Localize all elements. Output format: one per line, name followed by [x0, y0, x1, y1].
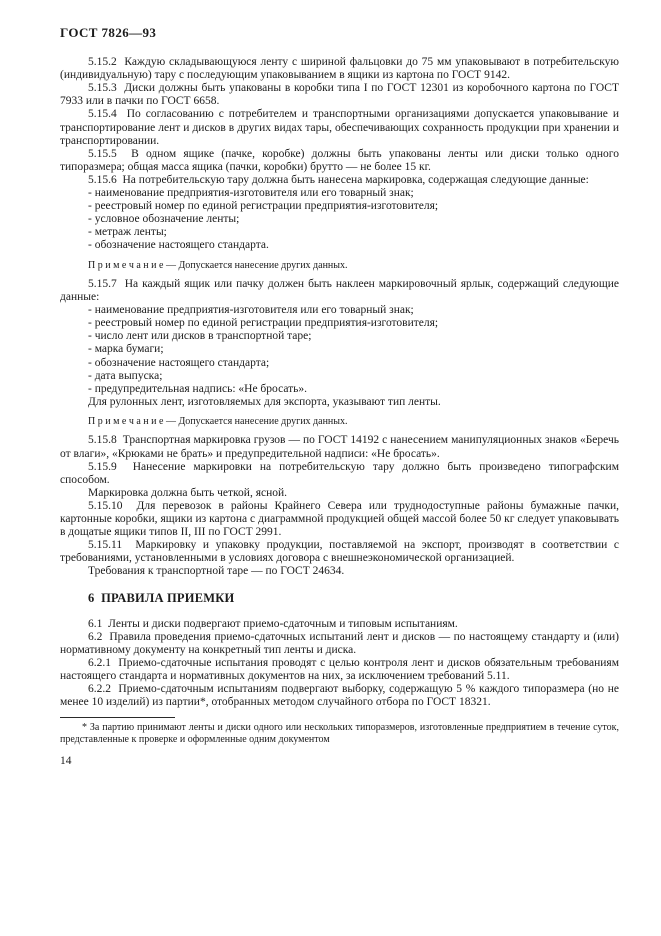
paragraph: 5.15.10 Для перевозок в районы Крайнего Севера или труднодоступные районы бумажные пачки, картонные коробки, ящики из картона с диаграммной продукцией общей массой более 50 кг следует упаковывать в дощатые ящики типов II, III по ГОСТ 2991. [60, 499, 619, 539]
footnote-text: * За партию принимают ленты и диски одного или нескольких типоразмеров, изготовленные предприятием в течение суток, представленные к проверке и оформленные одним документом [60, 722, 619, 746]
list-item: - наименование предприятия-изготовителя или его товарный знак; [88, 304, 414, 317]
paragraph: 5.15.7 На каждый ящик или пачку должен быть наклеен маркировочный ярлык, содержащий следующие данные: [60, 278, 619, 304]
paragraph: 5.15.9 Нанесение маркировки на потребительскую тару должно быть произведено типографским способом. [60, 460, 619, 486]
paragraph: 5.15.11 Маркировку и упаковку продукции, поставляемой на экспорт, производят в соответствии с требованиями, установленными в условиях договора с внешнеэкономической организацией. [60, 539, 619, 565]
note: П р и м е ч а н и е — Допускается нанесение других данных. [88, 259, 348, 271]
paragraph: 5.15.6 На потребительскую тару должна быть нанесена маркировка, содержащая следующие данные: [88, 173, 589, 186]
list-item: - обозначение настоящего стандарта; [88, 356, 270, 369]
paragraph: 5.15.4 По согласованию с потребителем и транспортными организациями допускается упаковывание и транспортирование лент и дисков в других видах тары, обеспечивающих сохранность продукции при хранении и транспортировании. [60, 108, 619, 147]
list-item: - предупредительная надпись: «Не бросать». [88, 382, 308, 395]
list-item: - метраж ленты; [88, 226, 167, 239]
footnote-divider [60, 717, 175, 718]
paragraph: 5.15.3 Диски должны быть упакованы в коробки типа I по ГОСТ 12301 из коробочного картона по ГОСТ 7933 или в пачки по ГОСТ 6658. [60, 82, 619, 108]
list-item: - дата выпуска; [88, 369, 163, 382]
paragraph: 6.1 Ленты и диски подвергают приемо-сдаточным и типовым испытаниям. [88, 617, 458, 630]
list-item: - условное обозначение ленты; [88, 213, 240, 226]
paragraph: 5.15.8 Транспортная маркировка грузов — по ГОСТ 14192 с нанесением манипуляционных знаков «Беречь от влаги», «Крюками не брать» и предупредительной надписи: «Не бросать». [60, 434, 619, 460]
paragraph: 6.2.1 Приемо-сдаточные испытания проводят с целью контроля лент и дисков обязательным требованиям настоящего стандарта и нормативных документов на них, за исключением требований 5.11. [60, 656, 619, 682]
list-item: - обозначение настоящего стандарта. [88, 239, 269, 252]
paragraph: 6.2.2 Приемо-сдаточным испытаниям подвергают выборку, содержащую 5 % каждого типоразмера (но не менее 10 изделий) из партии*, отобранных методом случайного отбора по ГОСТ 18321. [60, 683, 619, 709]
list-item: - реестровый номер по единой регистрации предприятия-изготовителя; [88, 317, 439, 330]
standard-number-header: ГОСТ 7826—93 [60, 25, 157, 40]
list-item: - число лент или дисков в транспортной таре; [88, 330, 312, 343]
paragraph: Маркировка должна быть четкой, ясной. [88, 486, 288, 499]
paragraph: Требования к транспортной таре — по ГОСТ 24634. [88, 565, 345, 578]
paragraph: 6.2 Правила проведения приемо-сдаточных испытаний лент и дисков — по настоящему стандарту и (или) нормативному документу на конкретный тип ленты и диска. [60, 630, 619, 656]
page-number: 14 [60, 754, 72, 767]
paragraph: 5.15.5 В одном ящике (пачке, коробке) должны быть упакованы ленты или диски только одного типоразмера; общая масса ящика (пачки, коробки) брутто — не более 15 кг. [60, 147, 619, 173]
paragraph: 5.15.2 Каждую складывающуюся ленту с шириной фальцовки до 75 мм упаковывают в потребительскую (индивидуальную) тару с последующим упаковыванием в ящики из картона по ГОСТ 9142. [60, 56, 619, 82]
paragraph: Для рулонных лент, изготовляемых для экспорта, указывают тип ленты. [88, 395, 441, 408]
list-item: - наименование предприятия-изготовителя или его товарный знак; [88, 187, 414, 200]
section-heading: 6 ПРАВИЛА ПРИЕМКИ [88, 591, 235, 606]
list-item: - марка бумаги; [88, 343, 164, 356]
document-body [60, 56, 619, 709]
note: П р и м е ч а н и е — Допускается нанесение других данных. [88, 415, 348, 427]
list-item: - реестровый номер по единой регистрации предприятия-изготовителя; [88, 200, 439, 213]
